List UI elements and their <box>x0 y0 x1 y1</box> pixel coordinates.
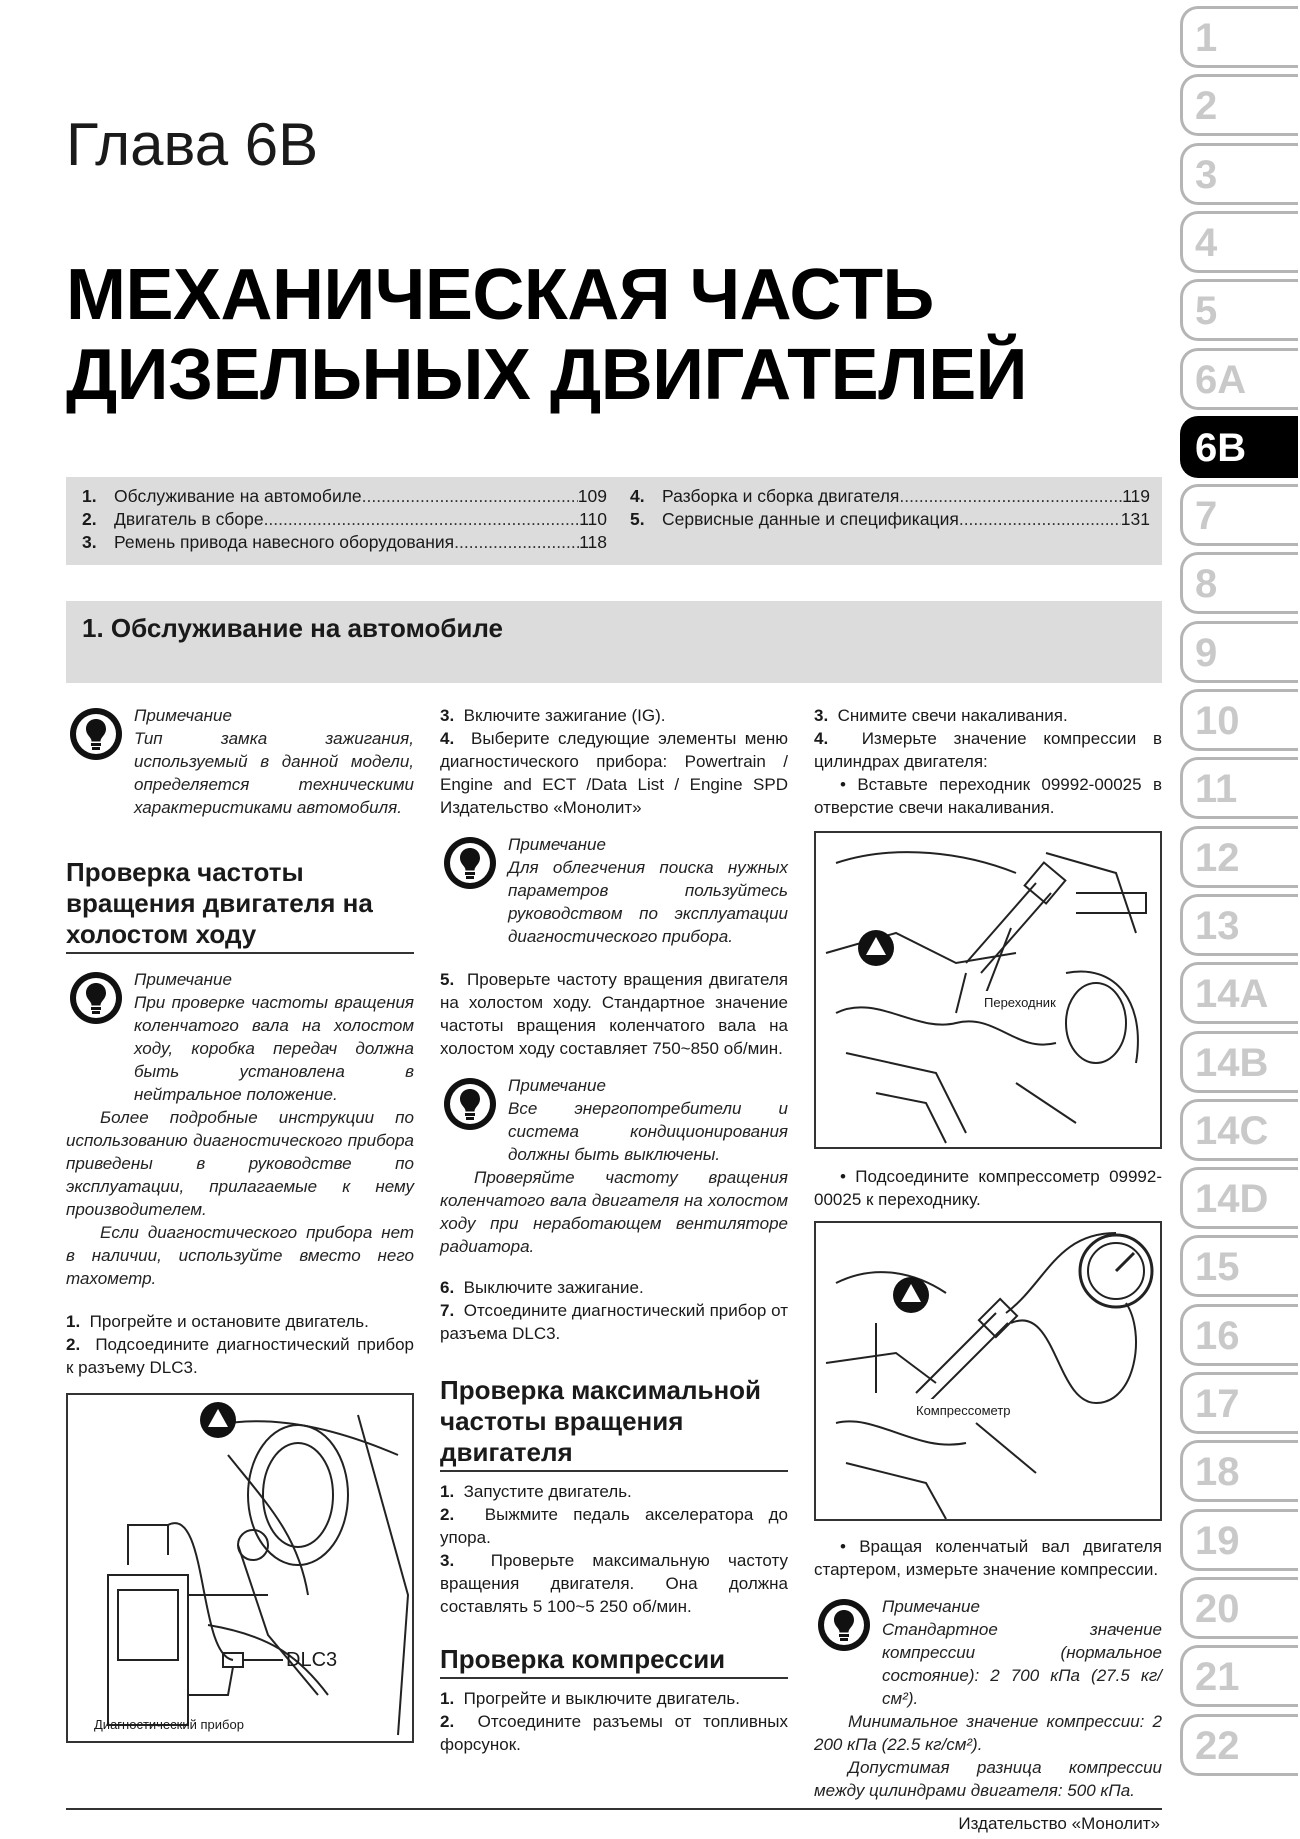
column-2 <box>440 704 788 1756</box>
note-label: Примечание <box>134 706 232 725</box>
column-1 <box>66 704 414 1743</box>
note-paragraph: Проверяйте частоту вращения коленчатого вала двигателя на холостом ходу при неработающем вентиляторе радиатора. <box>440 1168 788 1256</box>
chapter-tab[interactable] <box>1180 74 1298 136</box>
step-7: 7. Отсоедините диагностический прибор от разъема DLC3. <box>440 1301 789 1343</box>
note-block <box>66 968 414 1106</box>
adapter-label: Переходник <box>984 991 1056 1014</box>
chapter-tab[interactable] <box>1180 826 1298 888</box>
chapter-tab-label: 16 <box>1195 1313 1240 1358</box>
chapter-tab[interactable] <box>1180 1440 1298 1502</box>
toc-item[interactable] <box>82 508 607 531</box>
step-1: 1. Прогрейте и остановите двигатель. <box>66 1312 369 1331</box>
chapter-tab[interactable] <box>1180 484 1298 546</box>
toc-title: Разборка и сборка двигателя <box>662 486 900 506</box>
column-3 <box>814 704 1162 1802</box>
gauge-label: Компрессометр <box>916 1399 1011 1422</box>
chapter-tab[interactable] <box>1180 6 1298 68</box>
chapter-title-line2: ДИЗЕЛЬНЫХ ДВИГАТЕЛЕЙ <box>66 335 1027 415</box>
adapter-illustration <box>816 833 1160 1147</box>
toc-number: 2. <box>82 509 97 529</box>
toc-page: 109 <box>577 486 607 506</box>
toc-item[interactable] <box>82 485 607 508</box>
figure-gauge <box>814 1221 1162 1521</box>
toc-page: 118 <box>579 532 607 552</box>
dlc3-label: DLC3 <box>286 1649 338 1671</box>
chapter-tab[interactable] <box>1180 757 1298 819</box>
step-2: 2. Подсоедините диагностический прибор к разъему DLC3. <box>66 1335 414 1377</box>
max-step-3: 3. Проверьте максимальную частоту вращения двигателя. Она должна составлять 5 100~5 250 об/мин. <box>440 1551 788 1616</box>
chapter-tab[interactable] <box>1180 211 1298 273</box>
toc-number: 3. <box>82 532 97 552</box>
chapter-tab-label: 2 <box>1195 84 1218 129</box>
chapter-tab-label: 13 <box>1195 903 1240 948</box>
note-paragraph: Более подробные инструкции по использованию диагностического прибора приведены в руководстве по эксплуатации, прилагаемые к нему производителем. <box>66 1108 414 1219</box>
toc-number: 1. <box>82 486 97 506</box>
note-paragraph: Если диагностического прибора нет в наличии, используйте вместо него тахометр. <box>66 1223 414 1288</box>
toc-page: 119 <box>1122 486 1150 506</box>
step-5: 5. Проверьте частоту вращения двигателя на холостом ходу. Стандартное значение частоты вращения коленчатого вала на холостом ходу составляет 750~850 об/мин. <box>440 970 788 1058</box>
chapter-tab[interactable] <box>1180 552 1298 614</box>
chapter-tab[interactable] <box>1180 1304 1298 1366</box>
chapter-tab[interactable] <box>1180 894 1298 956</box>
toc-item[interactable] <box>630 485 1150 508</box>
note-text: При проверке частоты вращения коленчатого вала на холостом ходу, коробка передач должна быть установлена в нейтральное положение. <box>134 993 414 1104</box>
chapter-tab-label: 8 <box>1195 562 1218 607</box>
note-text: Стандартное значение компрессии (нормальное состояние): 2 700 кПа (27.5 кг/см²). <box>882 1620 1162 1708</box>
chapter-tab-label: 5 <box>1195 289 1218 334</box>
toc-number: 4. <box>630 486 645 506</box>
note-text: Для облегчения поиска нужных параметров пользуйтесь руководством по эксплуатации диагностического прибора. <box>508 858 788 946</box>
chapter-tab-label: 15 <box>1195 1245 1240 1290</box>
toc-title: Ремень привода навесного оборудования <box>114 532 455 552</box>
chapter-label: Глава 6В <box>66 111 319 178</box>
chapter-title <box>66 255 1027 415</box>
note-label: Примечание <box>508 835 606 854</box>
heading-idle-speed: Проверка частоты вращения двигателя на холостом ходу <box>66 857 414 954</box>
toc-page: 110 <box>579 509 607 529</box>
chapter-tab-label: 11 <box>1195 767 1238 812</box>
chapter-tab-label: 14А <box>1195 972 1269 1017</box>
chapter-tab[interactable] <box>1180 1235 1298 1297</box>
note-continuation <box>440 1166 788 1258</box>
chapter-tab[interactable] <box>1180 143 1298 205</box>
section-title: 1. Обслуживание на автомобиле <box>82 613 504 643</box>
chapter-tab[interactable] <box>1180 1645 1298 1707</box>
step-3: 3. Включите зажигание (IG). <box>440 706 666 725</box>
toc-leader <box>454 531 579 554</box>
chapter-tab-label: 1 <box>1195 16 1218 60</box>
step-6: 6. Выключите зажигание. <box>440 1278 644 1297</box>
chapter-tab[interactable] <box>1180 689 1298 751</box>
chapter-tab-label: 7 <box>1195 494 1218 539</box>
chapter-tab-label: 19 <box>1195 1518 1240 1563</box>
note-text: Тип замка зажигания, используемый в данной модели, определяется техническими характеристиками автомобиля. <box>134 729 414 817</box>
chapter-tab-label: 4 <box>1195 220 1218 265</box>
chapter-tab-label: 14D <box>1195 1177 1269 1222</box>
figure-adapter <box>814 831 1162 1149</box>
figure-dlc3 <box>66 1393 414 1743</box>
chapter-tab-label: 21 <box>1195 1655 1240 1700</box>
lightbulb-icon <box>68 706 124 762</box>
toc-page: 131 <box>1120 509 1150 529</box>
note-block <box>66 704 414 819</box>
note-label: Примечание <box>882 1597 980 1616</box>
chapter-tab[interactable] <box>1180 279 1298 341</box>
chapter-tab-label: 10 <box>1195 699 1240 743</box>
toc-left-column <box>82 485 607 554</box>
footer-rule <box>66 1808 1162 1810</box>
chapter-tab[interactable] <box>1180 962 1298 1024</box>
lightbulb-icon <box>816 1597 872 1653</box>
note-block <box>440 1074 788 1166</box>
note-paragraph: Минимальное значение компрессии: 2 200 кПа (22.5 кг/см²). <box>814 1712 1162 1754</box>
note-continuation <box>66 1106 414 1290</box>
chapter-tab[interactable] <box>1180 1509 1298 1571</box>
section-header <box>66 601 1162 683</box>
toc-title: Обслуживание на автомобиле <box>114 486 362 506</box>
bullet-crank: • Вращая коленчатый вал двигателя стартером, измерьте значение компрессии. <box>814 1537 1162 1579</box>
chapter-tab[interactable] <box>1180 1714 1298 1776</box>
table-of-contents <box>66 477 1162 565</box>
toc-leader <box>362 485 578 508</box>
chapter-tab-label: 6А <box>1195 357 1247 402</box>
toc-title: Двигатель в сборе <box>114 509 264 529</box>
bullet-gauge: • Подсоедините компрессометр 09992-00025 к переходнику. <box>814 1167 1162 1209</box>
chapter-tab[interactable] <box>1180 1031 1298 1093</box>
chapter-tab[interactable] <box>1180 1167 1298 1229</box>
comp-step-2: 2. Отсоедините разъемы от топливных форсунок. <box>440 1712 788 1754</box>
chapter-tab[interactable] <box>1180 416 1298 478</box>
comp-step-3: 3. Снимите свечи накаливания. <box>814 706 1068 725</box>
chapter-tab-label: 22 <box>1195 1723 1240 1768</box>
note-continuation <box>814 1710 1162 1802</box>
chapter-tab-label: 3 <box>1195 152 1218 197</box>
chapter-title-line1: МЕХАНИЧЕСКАЯ ЧАСТЬ <box>66 255 934 335</box>
dlc3-illustration <box>68 1395 412 1741</box>
note-paragraph: Допустимая разница компрессии между цилиндрами двигателя: 500 кПа. <box>814 1758 1162 1800</box>
max-step-1: 1. Запустите двигатель. <box>440 1482 632 1501</box>
toc-leader <box>959 508 1121 531</box>
chapter-tab-label: 20 <box>1195 1586 1240 1631</box>
chapter-tab-label: 9 <box>1195 630 1218 675</box>
toc-title: Сервисные данные и спецификация <box>662 509 959 529</box>
note-label: Примечание <box>134 970 232 989</box>
note-block <box>814 1595 1162 1710</box>
comp-step-4: 4. Измерьте значение компрессии в цилиндрах двигателя: <box>814 729 1162 771</box>
chapter-tab[interactable] <box>1180 348 1298 410</box>
max-step-2: 2. Выжмите педаль акселератора до упора. <box>440 1505 788 1547</box>
heading-compression: Проверка компрессии <box>440 1644 788 1679</box>
chapter-tab-label: 14В <box>1195 1040 1269 1085</box>
chapter-tab-label: 14С <box>1195 1108 1269 1153</box>
toc-number: 5. <box>630 509 645 529</box>
toc-leader <box>264 508 580 531</box>
chapter-tab[interactable] <box>1180 1372 1298 1434</box>
step-4: 4. Выберите следующие элементы меню диагностического прибора: Powertrain / Engine and ECT /Data List / Engine SPD Издательство «Монолит» <box>440 729 788 817</box>
comp-step-1: 1. Прогрейте и выключите двигатель. <box>440 1689 741 1708</box>
publisher-footer: Издательство «Монолит» <box>958 1814 1160 1833</box>
lightbulb-icon <box>68 970 124 1026</box>
note-text: Все энергопотребители и система кондиционирования должны быть выключены. <box>508 1099 788 1164</box>
chapter-tab-label: 6В <box>1195 425 1247 470</box>
heading-max-speed: Проверка максимальной частоты вращения двигателя <box>440 1375 788 1472</box>
note-block <box>440 833 788 948</box>
toc-leader <box>899 485 1122 508</box>
chapter-tab[interactable] <box>1180 621 1298 683</box>
toc-item[interactable] <box>630 508 1150 531</box>
lightbulb-icon <box>442 835 498 891</box>
bullet-adapter: • Вставьте переходник 09992-00025 в отверстие свечи накаливания. <box>814 775 1162 817</box>
toc-right-column <box>630 485 1150 531</box>
chapter-tab-label: 12 <box>1195 835 1240 880</box>
chapter-tab-label: 17 <box>1195 1382 1240 1426</box>
gauge-illustration <box>816 1223 1160 1519</box>
chapter-tab-label: 18 <box>1195 1450 1240 1495</box>
chapter-tab[interactable] <box>1180 1099 1298 1161</box>
chapter-tab[interactable] <box>1180 1577 1298 1639</box>
note-label: Примечание <box>508 1076 606 1095</box>
device-label: Диагностический прибор <box>94 1717 244 1732</box>
toc-item[interactable] <box>82 531 607 554</box>
lightbulb-icon <box>442 1076 498 1132</box>
